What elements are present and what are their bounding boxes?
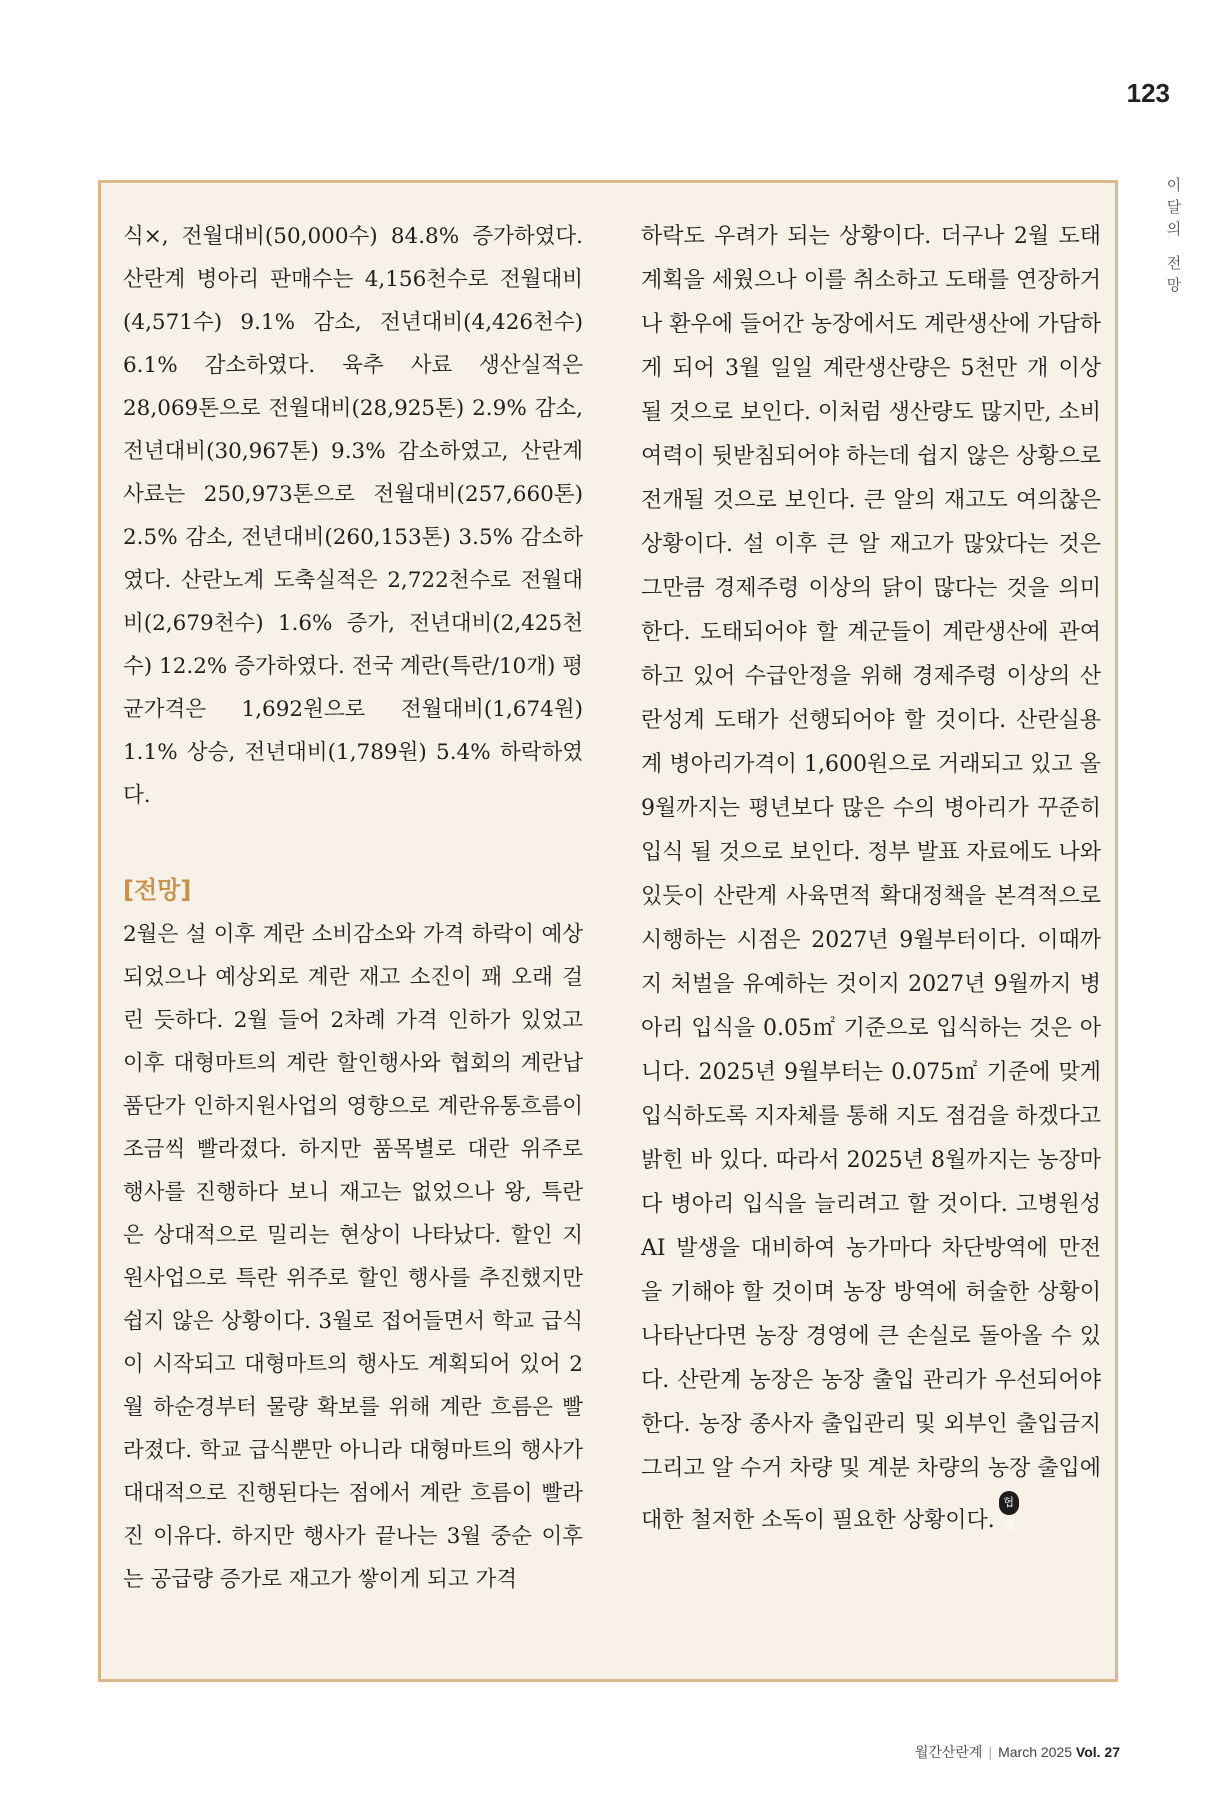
issue-date: March 2025 xyxy=(998,1744,1073,1760)
side-label-char: 전 xyxy=(1166,254,1182,272)
footer-divider: | xyxy=(988,1744,993,1760)
end-mark-icon: 협회 xyxy=(999,1491,1019,1515)
side-label-char: 의 xyxy=(1166,220,1182,238)
section-side-label xyxy=(1162,174,1186,296)
article-box xyxy=(98,180,1118,1682)
left-column xyxy=(123,215,583,1601)
right-paragraph xyxy=(641,215,1101,1543)
side-label-char: 망 xyxy=(1166,276,1182,294)
left-paragraph-1: 식×, 전월대비(50,000수) 84.8% 증가하였다. 산란계 병아리 판매수는 4,156천수로 전월대비(4,571수) 9.1% 감소, 전년대비(4,426천수) 6.1% 감소하였다. 육추 사료 생산실적은 28,069톤으로 전월대비(28,925톤) 2.9% 감소, 전년대비(30,967톤) 9.3% 감소하였고, 산란계 사료는 250,973톤으로 전월대비(257,660톤) 2.5% 감소, 전년대비(260,153톤) 3.5% 감소하였다. 산란노계 도축실적은 2,722천수로 전월대비(2,679천수) 1.6% 증가, 전년대비(2,425천수) 12.2% 증가하였다. 전국 계란(특란/10개) 평균가격은 1,692원으로 전월대비(1,674원) 1.1% 상승, 전년대비(1,789원) 5.4% 하락하였다. xyxy=(123,224,583,808)
outlook-heading: [전망] xyxy=(123,876,192,904)
side-label-char: 달 xyxy=(1166,198,1182,216)
left-paragraph-2: 2월은 설 이후 계란 소비감소와 가격 하락이 예상되었으나 예상외로 계란 재고 소진이 꽤 오래 걸린 듯하다. 2월 들어 2차례 가격 인하가 있었고 이후 대형마트의 계란 할인행사와 협회의 계란납품단가 인하지원사업의 영향으로 계란유통흐름이 조금씩 빨라졌다. 하지만 품목별로 대란 위주로 행사를 진행하다 보니 재고는 없었으나 왕, 특란은 상대적으로 밀리는 현상이 나타났다. 할인 지원사업으로 특란 위주로 할인 행사를 추진했지만 쉽지 않은 상황이다. 3월로 접어들면서 학교 급식이 시작되고 대형마트의 행사도 계획되어 있어 2월 하순경부터 물량 확보를 위해 계란 흐름은 빨라졌다. 학교 급식뿐만 아니라 대형마트의 행사가 대대적으로 진행된다는 점에서 계란 흐름이 빨라진 이유다. 하지만 행사가 끝나는 3월 중순 이후는 공급량 증가로 재고가 쌓이게 되고 가격 xyxy=(123,922,583,1592)
right-column xyxy=(641,215,1101,1543)
page-footer xyxy=(820,1742,1120,1762)
side-label-char: 이 xyxy=(1166,176,1182,194)
right-paragraph-text: 하락도 우려가 되는 상황이다. 더구나 2월 도태계획을 세웠으나 이를 취소하고 도태를 연장하거나 환우에 들어간 농장에서도 계란생산에 가담하게 되어 3월 일일 계란생산량은 5천만 개 이상 될 것으로 보인다. 이처럼 생산량도 많지만, 소비 여력이 뒷받침되어야 하는데 쉽지 않은 상황으로 전개될 것으로 보인다. 큰 알의 재고도 여의찮은 상황이다. 설 이후 큰 알 재고가 많았다는 것은 그만큼 경제주령 이상의 닭이 많다는 것을 의미한다. 도태되어야 할 계군들이 계란생산에 관여하고 있어 수급안정을 위해 경제주령 이상의 산란성계 도태가 선행되어야 할 것이다. 산란실용계 병아리가격이 1,600원으로 거래되고 있고 올 9월까지는 평년보다 많은 수의 병아리가 꾸준히 입식 될 것으로 보인다. 정부 발표 자료에도 나와 있듯이 산란계 사육면적 확대정책을 본격적으로 시행하는 시점은 2027년 9월부터이다. 이때까지 처벌을 유예하는 것이지 2027년 9월까지 병아리 입식을 0.05㎡ 기준으로 입식하는 것은 아니다. 2025년 9월부터는 0.075㎡ 기준에 맞게 입식하도록 지자체를 통해 지도 점검을 하겠다고 밝힌 바 있다. 따라서 2025년 8월까지는 농장마다 병아리 입식을 늘리려고 할 것이다. 고병원성 AI 발생을 대비하여 농가마다 차단방역에 만전을 기해야 할 것이며 농장 방역에 허술한 상황이 나타난다면 농장 경영에 큰 손실로 돌아올 수 있다. 산란계 농장은 농장 출입 관리가 우선되어야 한다. 농장 종사자 출입관리 및 외부인 출입금지 그리고 알 수거 차량 및 계분 차량의 농장 출입에 대한 철저한 소독이 필요한 상황이다. xyxy=(641,224,1102,1533)
magazine-name: 월간산란계 xyxy=(914,1744,983,1760)
page-number: 123 xyxy=(1126,78,1170,108)
volume-number: Vol. 27 xyxy=(1075,1744,1120,1760)
